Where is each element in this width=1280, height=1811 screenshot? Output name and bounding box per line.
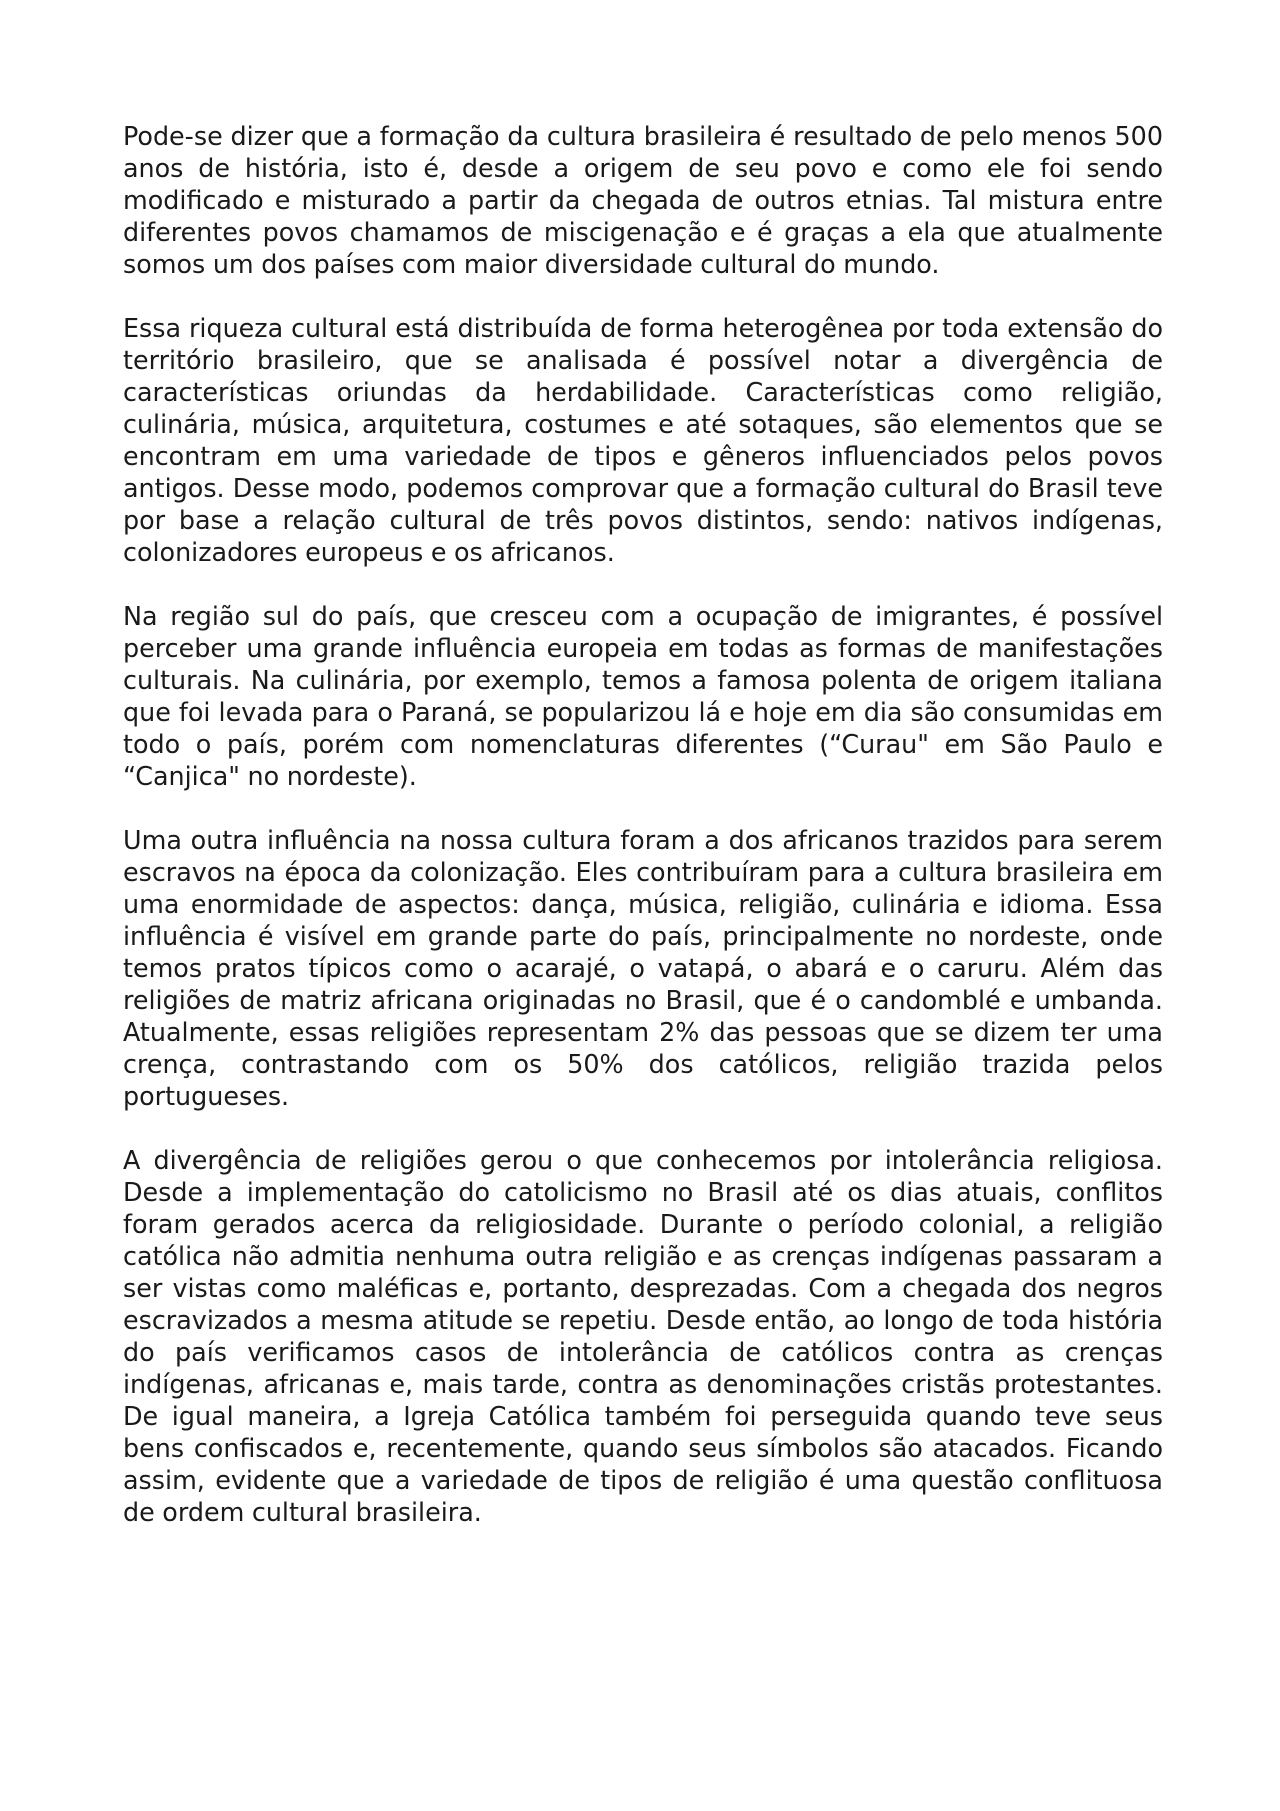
paragraph-3: Na região sul do país, que cresceu com a ocupação de imigrantes, é possível perceber uma grande influência europeia em todas as formas de manifestações culturais. Na culinária, por exemplo, temos a famosa polenta de origem italiana que foi levada para o Paraná, se popularizou lá e hoje em dia são consumidas em todo o país, porém com nomenclaturas diferentes (“Curau" em São Paulo e “Canjica" no nordeste). bbox=[123, 601, 1163, 791]
document-body bbox=[123, 120, 1163, 1560]
paragraph-2: Essa riqueza cultural está distribuída de forma heterogênea por toda extensão do território brasileiro, que se analisada é possível notar a divergência de características oriundas da herdabilidade. Características como religião, culinária, música, arquitetura, costumes e até sotaques, são elementos que se encontram em uma variedade de tipos e gêneros influenciados pelos povos antigos. Desse modo, podemos comprovar que a formação cultural do Brasil teve por base a relação cultural de três povos distintos, sendo: nativos indígenas, colonizadores europeus e os africanos. bbox=[123, 313, 1163, 567]
paragraph-1: Pode-se dizer que a formação da cultura brasileira é resultado de pelo menos 500 anos de história, isto é, desde a origem de seu povo e como ele foi sendo modificado e misturado a partir da chegada de outros etnias. Tal mistura entre diferentes povos chamamos de miscigenação e é graças a ela que atualmente somos um dos países com maior diversidade cultural do mundo. bbox=[123, 121, 1163, 279]
paragraph-5: A divergência de religiões gerou o que conhecemos por intolerância religiosa. Desde a implementação do catolicismo no Brasil até os dias atuais, conflitos foram gerados acerca da religiosidade. Durante o período colonial, a religião católica não admitia nenhuma outra religião e as crenças indígenas passaram a ser vistas como maléficas e, portanto, desprezadas. Com a chegada dos negros escravizados a mesma atitude se repetiu. Desde então, ao longo de toda história do país verificamos casos de intolerância de católicos contra as crenças indígenas, africanas e, mais tarde, contra as denominações cristãs protestantes. De igual maneira, a Igreja Católica também foi perseguida quando teve seus bens confiscados e, recentemente, quando seus símbolos são atacados. Ficando assim, evidente que a variedade de tipos de religião é uma questão conflituosa de ordem cultural brasileira. bbox=[123, 1145, 1163, 1527]
paragraph-4: Uma outra influência na nossa cultura foram a dos africanos trazidos para serem escravos na época da colonização. Eles contribuíram para a cultura brasileira em uma enormidade de aspectos: dança, música, religião, culinária e idioma. Essa influência é visível em grande parte do país, principalmente no nordeste, onde temos pratos típicos como o acarajé, o vatapá, o abará e o caruru. Além das religiões de matriz africana originadas no Brasil, que é o candomblé e umbanda. Atualmente, essas religiões representam 2% das pessoas que se dizem ter uma crença, contrastando com os 50% dos católicos, religião trazida pelos portugueses. bbox=[123, 825, 1163, 1111]
